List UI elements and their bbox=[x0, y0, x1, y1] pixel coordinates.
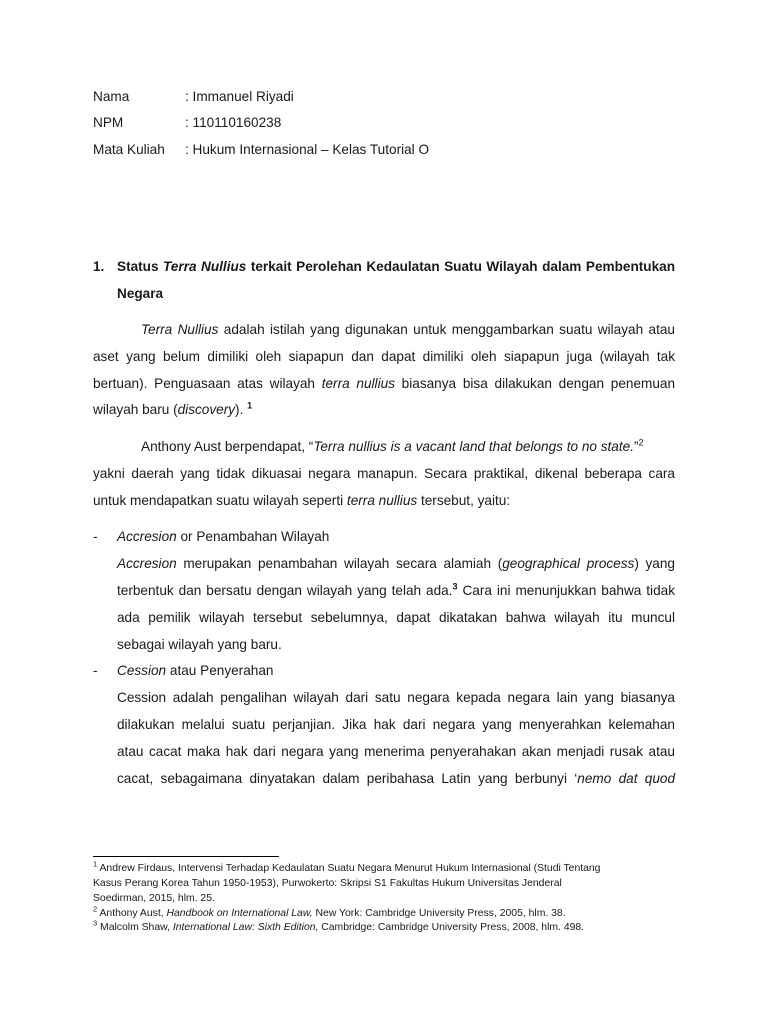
matkul-label: Mata Kuliah bbox=[93, 142, 165, 157]
acc-l1a: Accresion bbox=[117, 556, 177, 571]
para1-line-3 bbox=[93, 370, 675, 397]
section-number: 1. bbox=[93, 259, 105, 274]
cession-term: Cession bbox=[117, 663, 167, 678]
list-dash-cession: - bbox=[93, 663, 98, 678]
fn3-title: International Law: Sixth Edition, bbox=[172, 922, 319, 933]
para1-line-4 bbox=[93, 396, 675, 423]
para2-line-2: yakni daerah yang tidak dikuasai negara manapun. Secara praktikal, dikenal beberapa cara bbox=[93, 466, 675, 481]
title-text-italic: Terra Nullius bbox=[163, 259, 247, 274]
acc-l1b: merupakan penambahan wilayah secara alamiah ( bbox=[176, 556, 503, 571]
footnote-ref-3[interactable]: 3 bbox=[452, 581, 458, 592]
footnote-ref-1[interactable]: 1 bbox=[247, 400, 253, 411]
fn3-number: 3 bbox=[93, 918, 98, 928]
p2-l3a: untuk mendapatkan suatu wilayah seperti bbox=[93, 493, 347, 508]
p1-l3c: biasanya bisa dilakukan dengan penemuan bbox=[394, 376, 676, 391]
section-title-line-2 bbox=[117, 280, 163, 307]
p2-l3c: tersebut, yaitu: bbox=[417, 493, 511, 508]
footnote-1-line-2: Kasus Perang Korea Tahun 1950-1953), Purwokerto: Skripsi S1 Fakultas Hukum Universitas Jenderal bbox=[93, 878, 562, 889]
title-text-d: Negara bbox=[117, 286, 164, 301]
ces-l4-latin: nemo dat quod bbox=[577, 771, 675, 786]
p1-term: Terra Nullius bbox=[141, 322, 219, 337]
footnote-2 bbox=[93, 906, 675, 921]
acc-l1d: ) yang bbox=[634, 556, 675, 571]
fn3-c: Cambridge: Cambridge University Press, 2008, hlm. 498. bbox=[318, 922, 585, 933]
p1-l4c: ). bbox=[235, 402, 248, 417]
ces-l4a: cacat, sebagaimana dinyatakan dalam peribahasa Latin yang berbunyi ‘ bbox=[117, 771, 578, 786]
accresion-title bbox=[117, 523, 675, 550]
cession-title bbox=[117, 657, 675, 684]
accresion-title-rest: or Penambahan Wilayah bbox=[176, 529, 330, 544]
cession-line-3: atau cacat maka hak dari negara yang menerima penyerahakan akan menjadi rusak atau bbox=[117, 744, 675, 759]
footnote-3 bbox=[93, 920, 675, 935]
p2-l1c: ” bbox=[633, 439, 639, 454]
fn2-title: Handbook on International Law, bbox=[166, 908, 313, 919]
acc-l1c: geographical process bbox=[502, 556, 635, 571]
p1-text: adalah istilah yang digunakan untuk menggambarkan suatu wilayah atau bbox=[218, 322, 675, 337]
p1-l3a: bertuan). Penguasaan atas wilayah bbox=[93, 376, 322, 391]
accresion-line-3: ada pemilik wilayah tersebut sebelumnya, dapat dikatakan bahwa wilayah itu muncul bbox=[117, 610, 675, 625]
p1-l3-term: terra nullius bbox=[321, 376, 395, 391]
accresion-line-2 bbox=[117, 577, 675, 604]
cession-line-2: dilakukan melalui suatu perjanjian. Jika hak dari negara yang menyerahkan kelemahan bbox=[117, 717, 675, 732]
npm-label: NPM bbox=[93, 115, 124, 130]
footnote-1-line-3: Soedirman, 2015, hlm. 25. bbox=[93, 893, 215, 904]
footnote-1 bbox=[93, 861, 675, 906]
acc-l2a: terbentuk dan bersatu dengan wilayah yang telah ada. bbox=[117, 583, 453, 598]
accresion-term: Accresion bbox=[117, 529, 177, 544]
cession-title-rest: atau Penyerahan bbox=[166, 663, 274, 678]
matkul-value: : Hukum Internasional – Kelas Tutorial O bbox=[185, 142, 430, 157]
list-dash-accresion: - bbox=[93, 529, 98, 544]
para2-line-3 bbox=[93, 487, 675, 514]
p2-l3-term: terra nullius bbox=[346, 493, 418, 508]
p1-l4a: wilayah baru ( bbox=[93, 402, 178, 417]
para2-line-1 bbox=[141, 433, 675, 460]
fn2-c: New York: Cambridge University Press, 2005, hlm. 38. bbox=[312, 908, 566, 919]
fn2-number: 2 bbox=[93, 904, 98, 914]
cession-line-4 bbox=[117, 765, 675, 792]
p2-quote: Terra nullius is a vacant land that belongs to no state. bbox=[313, 439, 634, 454]
fn1-l1: Andrew Firdaus, Intervensi Terhadap Kedaulatan Suatu Negara Menurut Hukum Internasional (Studi Tentang bbox=[97, 863, 601, 874]
nama-label: Nama bbox=[93, 89, 130, 104]
accresion-line-1 bbox=[117, 550, 675, 577]
title-text-a: Status bbox=[117, 259, 164, 274]
fn1-number: 1 bbox=[93, 859, 98, 869]
footnote-separator bbox=[93, 856, 279, 857]
accresion-line-4: sebagai wilayah yang baru. bbox=[117, 637, 282, 652]
nama-value: : Immanuel Riyadi bbox=[185, 89, 294, 104]
para1-line-2: aset yang belum dimiliki oleh siapapun dan dapat dimiliki oleh siapapun juga (wilayah tak bbox=[93, 349, 675, 364]
section-title-line-1 bbox=[117, 253, 675, 280]
acc-l2b: Cara ini menunjukkan bahwa tidak bbox=[457, 583, 675, 598]
cession-line-1: Cession adalah pengalihan wilayah dari satu negara kepada negara lain yang biasanya bbox=[117, 690, 675, 705]
para1-line-1 bbox=[141, 316, 675, 343]
npm-value: : 110110160238 bbox=[185, 115, 282, 130]
fn3-a: Malcolm Shaw, bbox=[97, 922, 173, 933]
title-text-c: terkait Perolehan Kedaulatan Suatu Wilayah dalam Pembentukan bbox=[246, 259, 676, 274]
p1-l4-term: discovery bbox=[177, 402, 236, 417]
fn2-a: Anthony Aust, bbox=[97, 908, 167, 919]
p2-l1a: Anthony Aust berpendapat, “ bbox=[141, 439, 314, 454]
footnote-ref-2[interactable]: 2 bbox=[638, 437, 644, 448]
footnote-1-line-1 bbox=[93, 861, 675, 876]
